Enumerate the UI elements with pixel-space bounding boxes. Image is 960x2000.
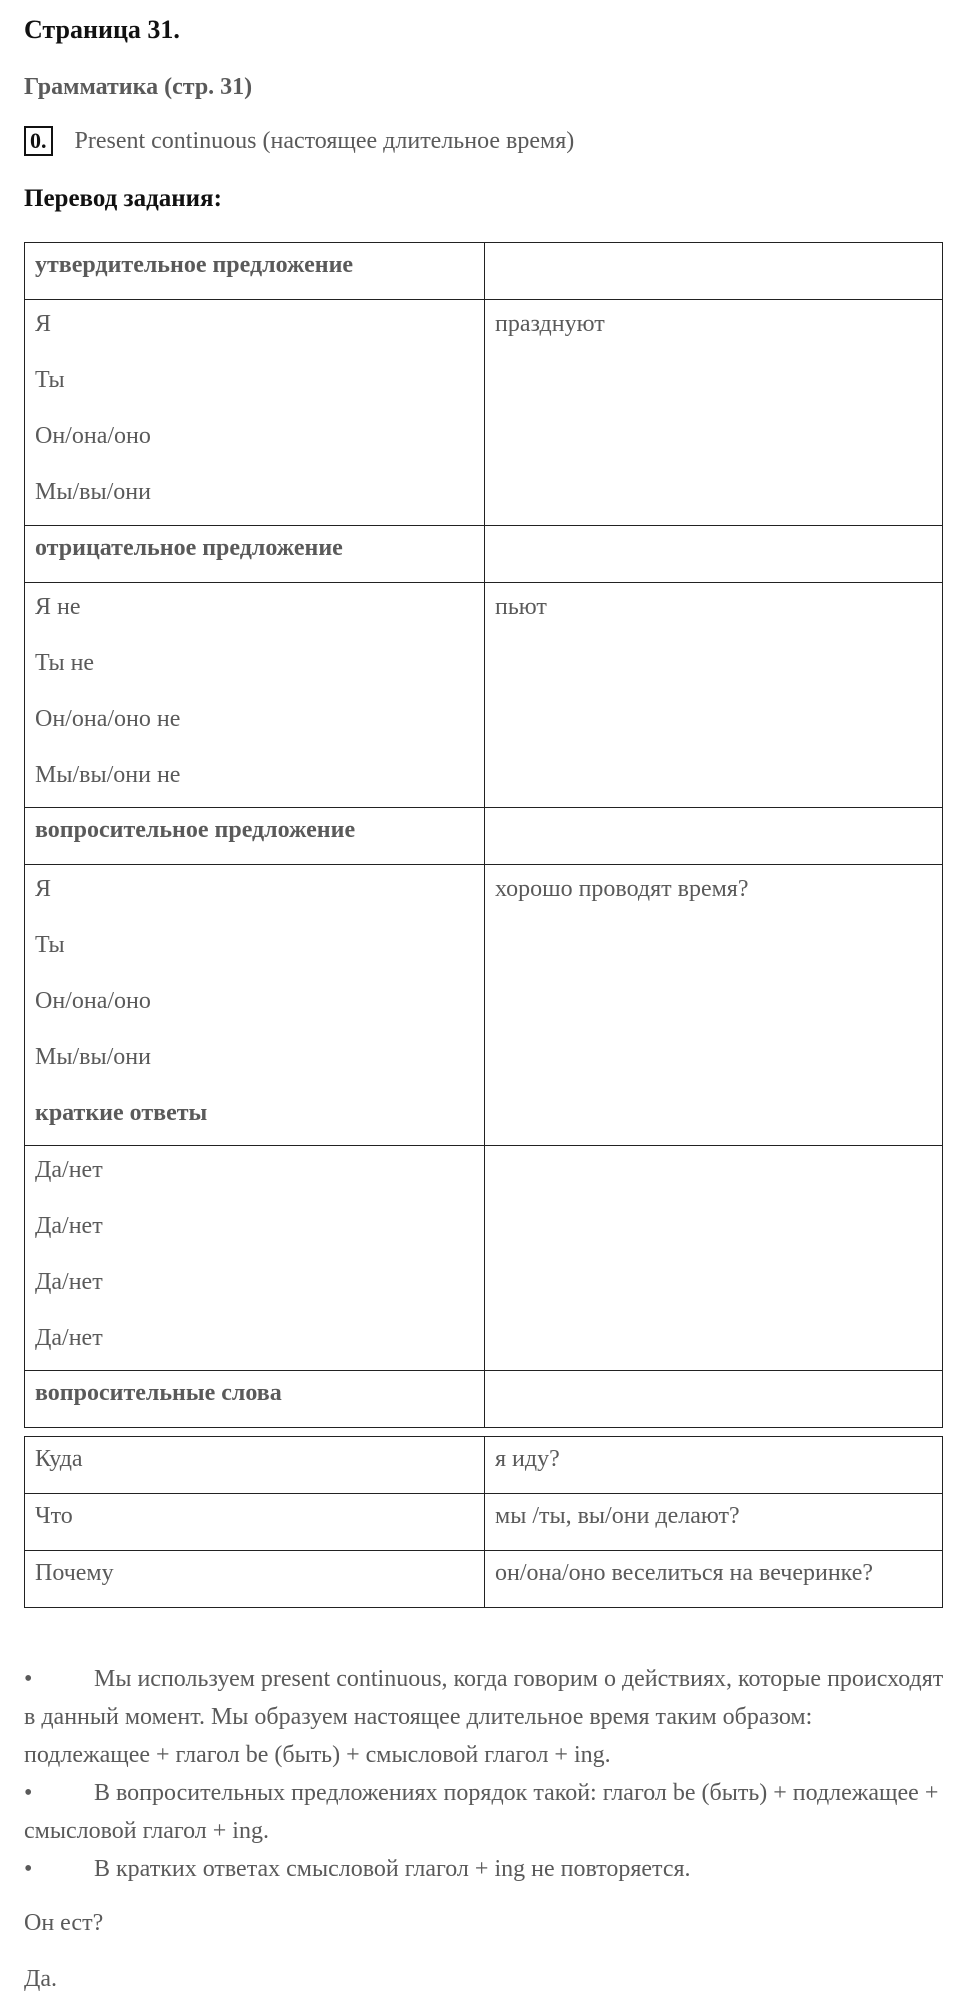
short-answer-line: Да/нет (35, 1157, 103, 1183)
table-row (25, 865, 943, 1146)
table-row (25, 243, 943, 300)
table-cell (485, 526, 943, 583)
table-row (25, 526, 943, 583)
question-word: Куда (35, 1446, 83, 1472)
negative-header: отрицательное предложение (35, 535, 343, 561)
table-cell (25, 865, 485, 1146)
table-row (25, 1146, 943, 1371)
table-row (25, 1551, 943, 1608)
table-cell (25, 583, 485, 808)
note-item (24, 1774, 944, 1850)
exercise-line (24, 124, 574, 158)
short-answer-line: Да/нет (35, 1325, 103, 1351)
table-cell (485, 583, 943, 808)
short-answers-header: краткие ответы (35, 1100, 208, 1126)
note-item (24, 1660, 944, 1774)
subject-line: Он/она/оно (35, 988, 151, 1014)
table-cell (485, 1437, 943, 1494)
subject-line: Он/она/оно не (35, 706, 181, 732)
subject-line: Он/она/оно (35, 423, 151, 449)
exercise-title: Present continuous (настоящее длительное время) (74, 128, 575, 154)
verb-line: хорошо проводят время? (495, 876, 749, 902)
table-cell (25, 243, 485, 300)
table-cell (485, 243, 943, 300)
table-row (25, 1437, 943, 1494)
exercise-number: 0. (24, 126, 53, 156)
question-phrase: я иду? (495, 1446, 560, 1472)
translation-label: Перевод задания: (24, 185, 222, 212)
table-cell (485, 1494, 943, 1551)
table-cell (485, 1371, 943, 1428)
table-row (25, 300, 943, 526)
table-cell (25, 300, 485, 526)
note-text: В кратких ответах смысловой глагол + ing не повторяется. (94, 1856, 691, 1882)
question-header: вопросительное предложение (35, 817, 356, 843)
table-cell (485, 1146, 943, 1371)
table-cell (485, 865, 943, 1146)
short-answer-line: Да/нет (35, 1213, 103, 1239)
subject-line: Ты (35, 932, 65, 958)
verb-line: празднуют (495, 311, 605, 337)
table-cell (25, 1551, 485, 1608)
grammar-table (24, 242, 943, 1428)
table-cell (485, 1551, 943, 1608)
verb-line: пьют (495, 594, 547, 620)
question-phrase: мы /ты, вы/они делают? (495, 1503, 740, 1529)
question-words-table (24, 1436, 943, 1608)
subject-line: Мы/вы/они (35, 479, 151, 505)
short-answer-line: Да/нет (35, 1269, 103, 1295)
note-text: В вопросительных предложениях порядок такой: глагол be (быть) + подлежащее + смысловой глагол + ing. (24, 1780, 939, 1844)
bullet-icon: • (24, 1856, 33, 1882)
table-cell (485, 300, 943, 526)
page-title: Страница 31. (24, 15, 180, 44)
table-cell (25, 1371, 485, 1428)
question-word: Что (35, 1503, 73, 1529)
question-words-header: вопросительные слова (35, 1380, 282, 1406)
bullet-icon: • (24, 1666, 33, 1692)
question-phrase: он/она/оно веселиться на вечеринке? (495, 1560, 874, 1586)
table-cell (25, 526, 485, 583)
section-title: Грамматика (стр. 31) (24, 74, 253, 100)
table-cell (25, 1494, 485, 1551)
table-cell (25, 808, 485, 865)
table-row (25, 808, 943, 865)
bullet-icon: • (24, 1780, 33, 1806)
note-text: Мы используем present continuous, когда говорим о действиях, которые происходят в данный момент. Мы образуем настоящее длительное время таким образом: подлежащее + глагол be (быть) + смысловой глагол + ing. (24, 1666, 944, 1768)
note-item (24, 1850, 944, 1888)
subject-line: Я (35, 311, 52, 337)
affirmative-header: утвердительное предложение (35, 252, 354, 278)
table-cell (25, 1146, 485, 1371)
grammar-notes (24, 1660, 944, 1888)
subject-line: Ты (35, 367, 65, 393)
example-question: Он ест? (24, 1910, 104, 1936)
subject-line: Ты не (35, 650, 95, 676)
table-row (25, 1371, 943, 1428)
subject-line: Я не (35, 594, 81, 620)
table-row (25, 583, 943, 808)
table-cell (25, 1437, 485, 1494)
question-word: Почему (35, 1560, 114, 1586)
table-cell (485, 808, 943, 865)
table-row (25, 1494, 943, 1551)
subject-line: Мы/вы/они не (35, 762, 181, 788)
subject-line: Я (35, 876, 52, 902)
example-answer: Да. (24, 1966, 58, 1992)
subject-line: Мы/вы/они (35, 1044, 151, 1070)
